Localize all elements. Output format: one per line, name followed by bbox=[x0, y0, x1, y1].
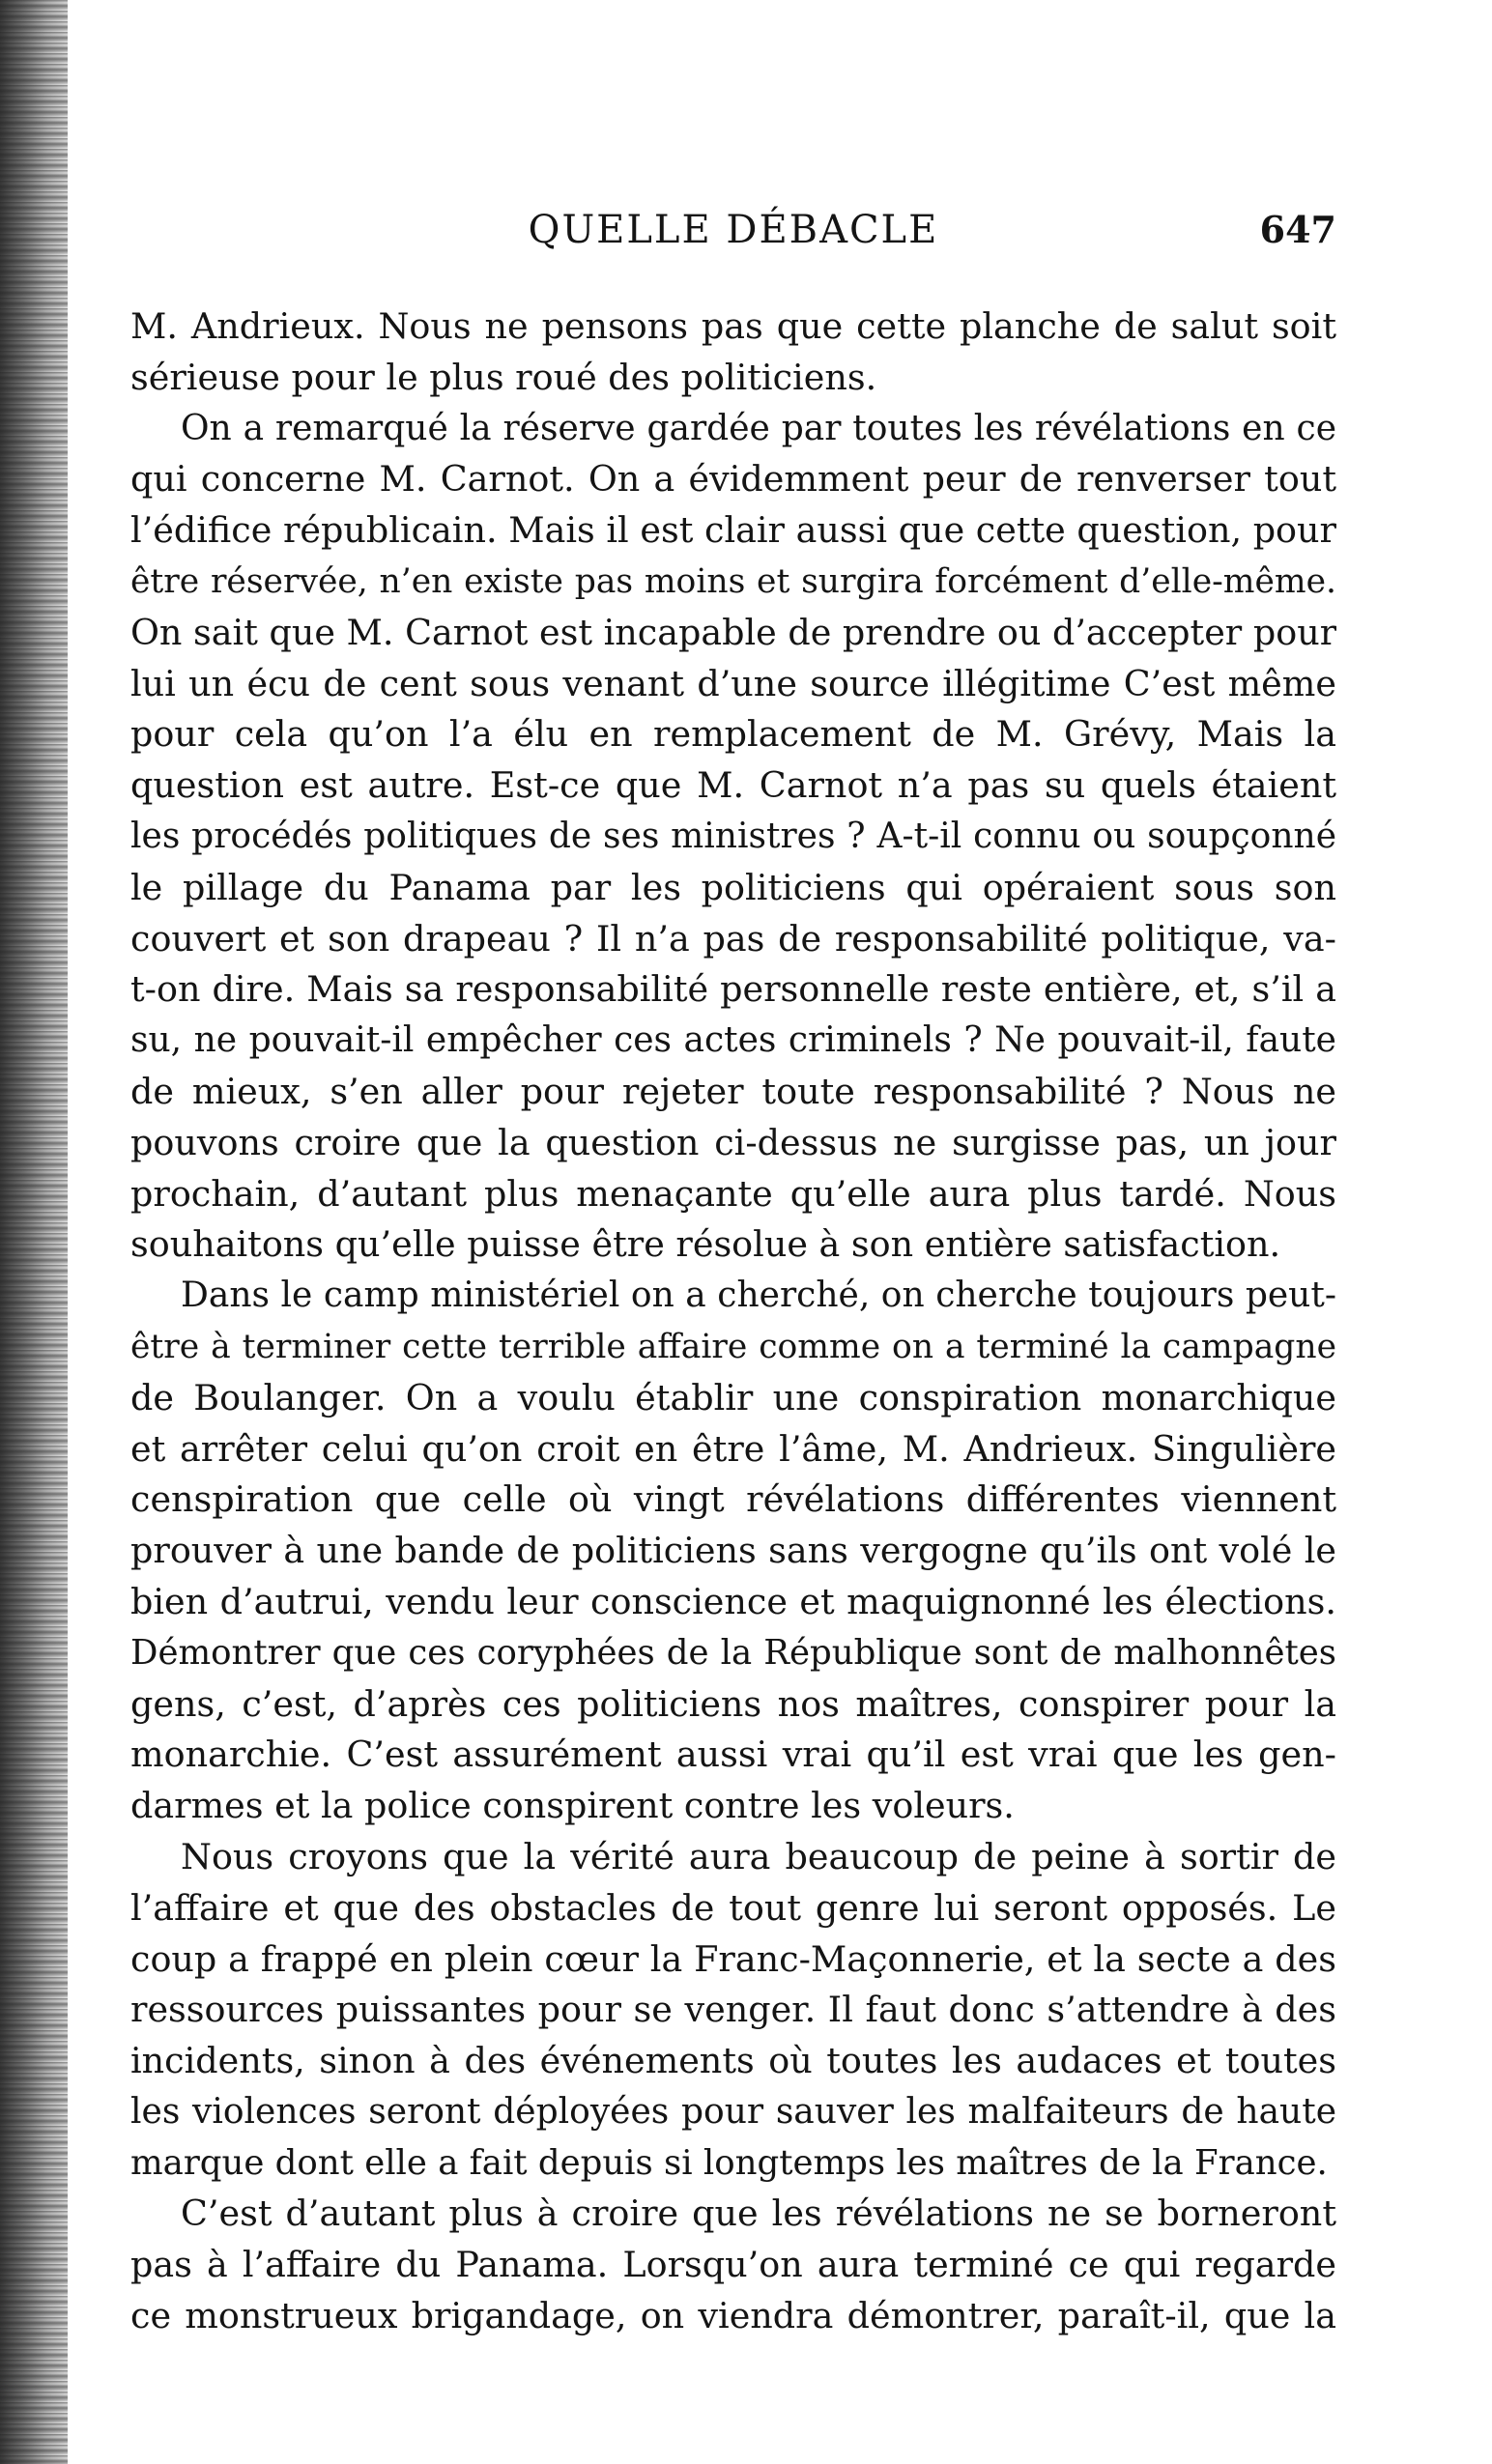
text-line: pouvons croire que la question ci-dessus ne surgisse pas, un jour bbox=[130, 1121, 1336, 1163]
text-line: question est autre. Est-ce que M. Carnot n’a pas su quels étaient bbox=[130, 764, 1336, 807]
running-title: QUELLE DÉBACLE bbox=[528, 208, 939, 252]
text-line: bien d’autrui, vendu leur conscience et maquignonné les élections. bbox=[130, 1580, 1336, 1622]
text-line: darmes et la police conspirent contre les voleurs. bbox=[130, 1785, 1015, 1827]
text-line: de Boulanger. On a voulu établir une conspiration monarchique bbox=[130, 1376, 1336, 1418]
text-line: et arrêter celui qu’on croit en être l’âme, M. Andrieux. Singulière bbox=[130, 1427, 1336, 1470]
text-line: prochain, d’autant plus menaçante qu’elle aura plus tardé. Nous bbox=[130, 1172, 1336, 1215]
text-line: être réservée, n’en existe pas moins et surgira forcément d’elle-même. bbox=[130, 561, 1336, 601]
text-line: les violences seront déployées pour sauver les malfaiteurs de haute bbox=[130, 2091, 1336, 2132]
text-line: t-on dire. Mais sa responsabilité personnelle reste entière, et, s’il a bbox=[130, 968, 1336, 1011]
text-line: de mieux, s’en aller pour rejeter toute responsabilité ? Nous ne bbox=[130, 1070, 1336, 1112]
text-line: Nous croyons que la vérité aura beaucoup de peine à sortir de bbox=[181, 1835, 1336, 1877]
page-header bbox=[130, 208, 1336, 266]
body-text bbox=[130, 301, 1336, 2342]
text-line: prouver à une bande de politiciens sans vergogne qu’ils ont volé le bbox=[130, 1530, 1336, 1572]
text-line: On sait que M. Carnot est incapable de prendre ou d’accepter pour bbox=[130, 611, 1336, 653]
text-line: sérieuse pour le plus roué des politiciens. bbox=[130, 356, 877, 398]
text-line: couvert et son drapeau ? Il n’a pas de responsabilité politique, va- bbox=[130, 917, 1336, 960]
text-line: ressources puissantes pour se venger. Il faut donc s’attendre à des bbox=[130, 1989, 1336, 2031]
text-line: incidents, sinon à des événements où toutes les audaces et toutes bbox=[130, 2040, 1336, 2082]
text-line: marque dont elle a fait depuis si longtemps les maîtres de la France. bbox=[130, 2142, 1328, 2183]
text-line: coup a frappé en plein cœur la Franc-Maçonnerie, et la secte a des bbox=[130, 1937, 1336, 1980]
text-line: gens, c’est, d’après ces politiciens nos maîtres, conspirer pour la bbox=[130, 1682, 1336, 1725]
text-line: Démontrer que ces coryphées de la République sont de malhonnêtes bbox=[130, 1632, 1336, 1673]
scan-shadow-edge bbox=[0, 0, 68, 2464]
text-line: censpiration que celle où vingt révélations différentes viennent bbox=[130, 1478, 1336, 1521]
text-line: monarchie. C’est assurément aussi vrai qu’il est vrai que les gen- bbox=[130, 1733, 1336, 1776]
text-line: le pillage du Panama par les politiciens qui opéraient sous son bbox=[130, 866, 1336, 908]
page-number: 647 bbox=[1259, 208, 1336, 251]
text-line: lui un écu de cent sous venant d’une source illégitime C’est même bbox=[130, 662, 1336, 704]
text-line: les procédés politiques de ses ministres ? A-t-il connu ou soupçonné bbox=[130, 816, 1336, 856]
text-line: souhaitons qu’elle puisse être résolue à son entière satisfaction. bbox=[130, 1223, 1281, 1266]
text-line: On a remarqué la réserve gardée par toutes les révélations en ce bbox=[181, 408, 1336, 448]
text-line: être à terminer cette terrible affaire comme on a terminé la campagne bbox=[130, 1327, 1336, 1366]
text-line: pour cela qu’on l’a élu en remplacement de M. Grévy, Mais la bbox=[130, 713, 1336, 756]
text-line: M. Andrieux. Nous ne pensons pas que cette planche de salut soit bbox=[130, 305, 1336, 347]
text-line: C’est d’autant plus à croire que les révélations ne se borneront bbox=[181, 2192, 1336, 2235]
text-line: ce monstrueux brigandage, on viendra démontrer, paraît-il, que la bbox=[130, 2295, 1336, 2337]
text-line: pas à l’affaire du Panama. Lorsqu’on aura terminé ce qui regarde bbox=[130, 2244, 1336, 2286]
text-line: l’affaire et que des obstacles de tout genre lui seront opposés. Le bbox=[130, 1886, 1336, 1929]
text-line: Dans le camp ministériel on a cherché, on cherche toujours peut- bbox=[181, 1275, 1336, 1316]
text-line: l’édifice républicain. Mais il est clair aussi que cette question, pour bbox=[130, 509, 1336, 552]
text-line: qui concerne M. Carnot. On a évidemment peur de renverser tout bbox=[130, 458, 1336, 501]
text-line: su, ne pouvait-il empêcher ces actes criminels ? Ne pouvait-il, faute bbox=[130, 1020, 1336, 1061]
